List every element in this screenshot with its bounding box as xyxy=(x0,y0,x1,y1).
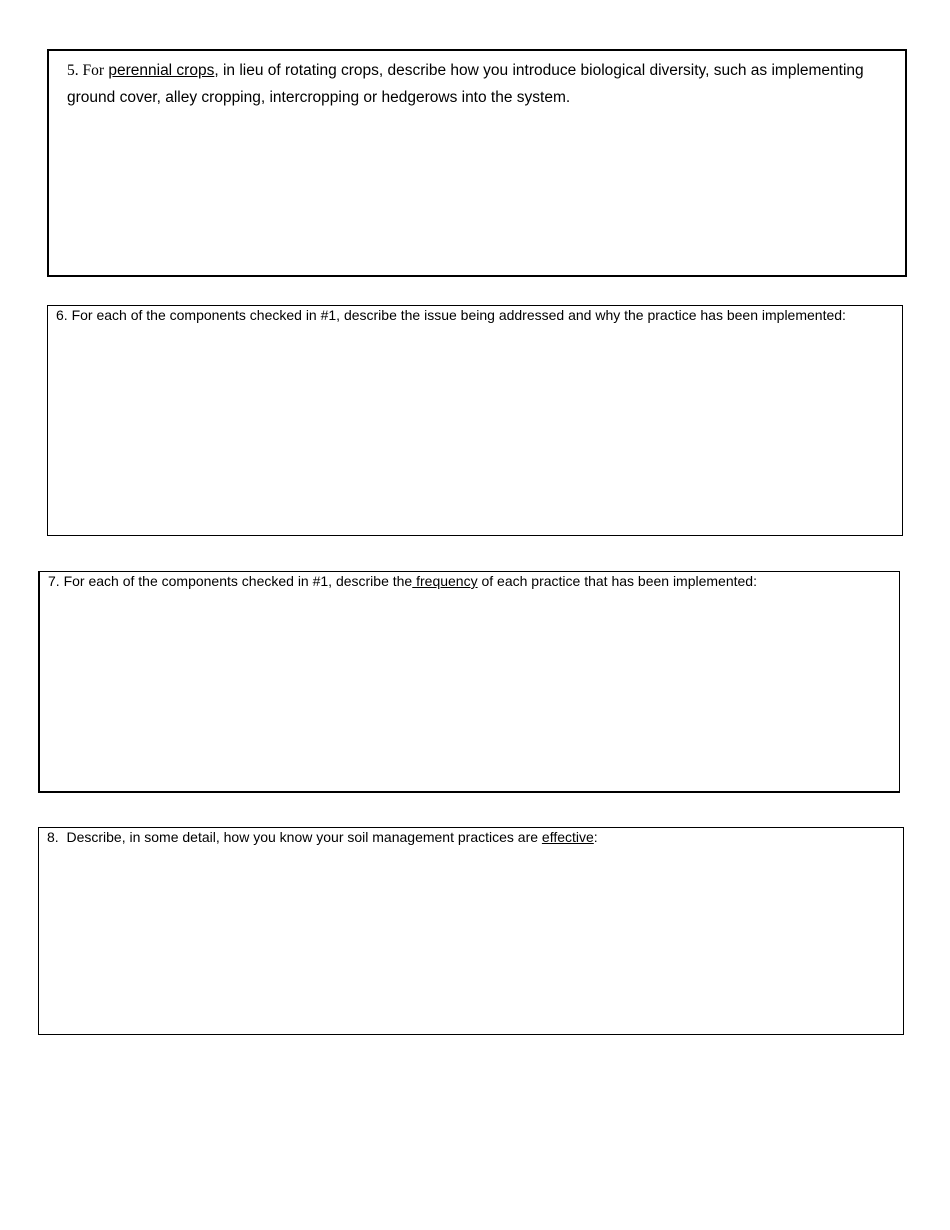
question-5-emphasis: perennial crops xyxy=(108,62,215,79)
question-8-emphasis: effective xyxy=(541,829,594,845)
question-7-text-after: of each practice that has been implemented: xyxy=(477,573,757,589)
question-5-text-line1: , in lieu of rotating crops, describe how you introduce biological diversity, such as implementing xyxy=(214,62,864,79)
question-8-prompt xyxy=(47,829,598,845)
question-5-answer-box[interactable] xyxy=(47,49,907,277)
question-5-number: 5. For xyxy=(67,62,105,79)
question-7-text-before: 7. For each of the components checked in #1, describe the xyxy=(48,573,413,589)
question-8-answer-box[interactable] xyxy=(38,827,904,1035)
question-8-text-before: 8. Describe, in some detail, how you know your soil management practices are xyxy=(47,829,542,845)
question-5-prompt xyxy=(67,57,864,111)
question-6-answer-box[interactable] xyxy=(47,305,903,536)
question-6-prompt: 6. For each of the components checked in #1, describe the issue being addressed and why the practice has been implemented: xyxy=(56,307,846,323)
question-7-prompt xyxy=(48,573,757,589)
question-7-answer-box[interactable] xyxy=(38,571,900,793)
question-5-text-line2: ground cover, alley cropping, intercropping or hedgerows into the system. xyxy=(67,89,571,106)
question-8-text-after: : xyxy=(593,829,598,845)
question-7-emphasis: frequency xyxy=(412,573,478,589)
